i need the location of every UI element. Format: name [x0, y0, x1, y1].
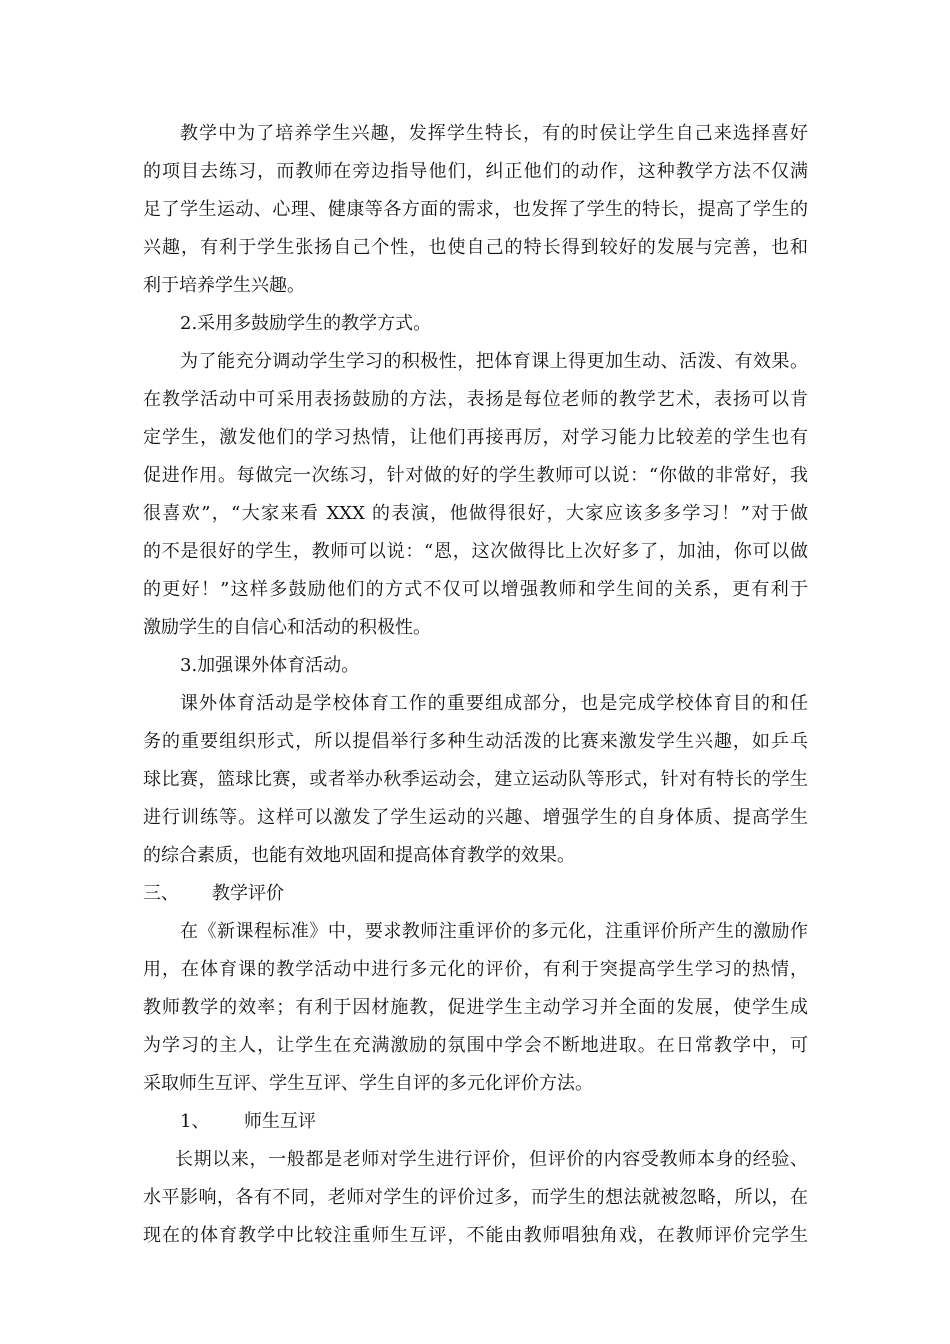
- paragraph-line: 为学习的主人，让学生在充满激励的氛围中学会不断地进取。在日常教学中，可: [143, 1035, 808, 1056]
- paragraph-line: 在《新课程标准》中，要求教师注重评价的多元化，注重评价所产生的激励作: [180, 921, 808, 942]
- paragraph-line: 采取师生互评、学生互评、学生自评的多元化评价方法。: [143, 1073, 593, 1094]
- paragraph-line: 很喜欢”，“大家来看 XXX 的表演，他做得很好，大家应该多多学习！”对于做: [143, 503, 808, 524]
- paragraph-line: 的项目去练习，而教师在旁边指导他们，纠正他们的动作，这种教学方法不仅满: [143, 161, 808, 182]
- paragraph-line: 激励学生的自信心和活动的积极性。: [143, 617, 431, 638]
- paragraph-line: 的不是很好的学生，教师可以说：“恩，这次做得比上次好多了，加油，你可以做: [143, 541, 808, 562]
- paragraph-line: 利于培养学生兴趣。: [143, 275, 305, 296]
- paragraph-line: 促进作用。每做完一次练习，针对做的好的学生教师可以说：“你做的非常好，我: [143, 465, 808, 486]
- subsection-title: 师生互评: [244, 1111, 316, 1132]
- paragraph-line: 用，在体育课的教学活动中进行多元化的评价，有利于突提高学生学习的热情，: [143, 959, 808, 980]
- paragraph-line: 教学中为了培养学生兴趣，发挥学生特长，有的时侯让学生自己来选择喜好: [180, 123, 808, 144]
- paragraph-line: 课外体育活动是学校体育工作的重要组成部分，也是完成学校体育目的和任: [180, 693, 808, 714]
- paragraph-line: 定学生，激发他们的学习热情，让他们再接再厉，对学习能力比较差的学生也有: [143, 427, 808, 448]
- paragraph-line: 的更好！”这样多鼓励他们的方式不仅可以增强教师和学生间的关系，更有利于: [143, 579, 808, 600]
- paragraph-line: 现在的体育教学中比较注重师生互评，不能由教师唱独角戏，在教师评价完学生: [143, 1225, 808, 1246]
- paragraph-line: 为了能充分调动学生学习的积极性，把体育课上得更加生动、活泼、有效果。: [180, 351, 808, 372]
- paragraph-line: 兴趣，有利于学生张扬自己个性，也使自己的特长得到较好的发展与完善，也和: [143, 237, 808, 258]
- paragraph-line: 长期以来，一般都是老师对学生进行评价，但评价的内容受教师本身的经验、: [175, 1149, 808, 1170]
- paragraph-line: 的综合素质，也能有效地巩固和提高体育教学的效果。: [143, 845, 575, 866]
- paragraph-line: 进行训练等。这样可以激发了学生运动的兴趣、增强学生的自身体质、提高学生: [143, 807, 808, 828]
- section-heading-3: 3.加强课外体育活动。: [180, 655, 360, 676]
- paragraph-line: 教师教学的效率；有利于因材施教，促进学生主动学习并全面的发展，使学生成: [143, 997, 808, 1018]
- chapter-title: 教学评价: [212, 883, 284, 904]
- paragraph-line: 在教学活动中可采用表扬鼓励的方法，表扬是每位老师的教学艺术，表扬可以肯: [143, 389, 808, 410]
- section-heading-2: 2.采用多鼓励学生的教学方式。: [180, 313, 432, 334]
- chapter-number: 三、: [143, 883, 179, 904]
- paragraph-line: 水平影响，各有不同，老师对学生的评价过多，而学生的想法就被忽略，所以，在: [143, 1187, 808, 1208]
- paragraph-line: 务的重要组织形式，所以提倡举行多种生动活泼的比赛来激发学生兴趣，如乒乓: [143, 731, 808, 752]
- subsection-number: 1、: [180, 1111, 210, 1132]
- paragraph-line: 球比赛，篮球比赛，或者举办秋季运动会，建立运动队等形式，针对有特长的学生: [143, 769, 808, 790]
- paragraph-line: 足了学生运动、心理、健康等各方面的需求，也发挥了学生的特长，提高了学生的: [143, 199, 808, 220]
